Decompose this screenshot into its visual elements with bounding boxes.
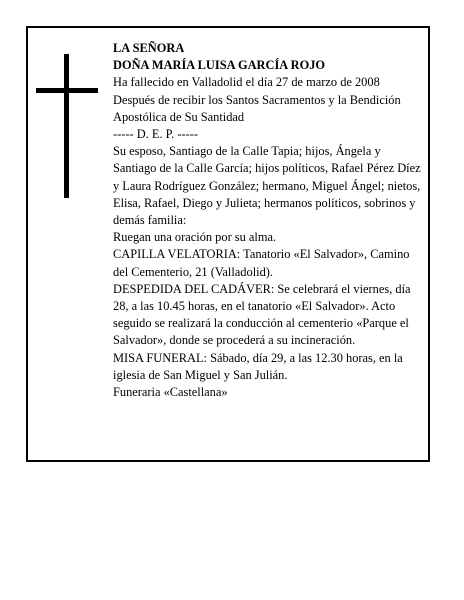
- obituary-text-block: [113, 40, 427, 401]
- family-paragraph: Su esposo, Santiago de la Calle Tapia; hijos, Ángela y Santiago de la Calle García; hijos políticos, Rafael Pérez Díez y Laura Rodríguez González; hermano, Miguel Ángel; nietos, Elisa, Rafael, Diego y Julieta; hermanos políticos, sobrinos y demás familia:: [113, 144, 421, 228]
- chapel-info: CAPILLA VELATORIA: Tanatorio «El Salvador», Camino del Cementerio, 21 (Valladolid).: [113, 247, 410, 279]
- farewell-info: DESPEDIDA DEL CADÁVER: Se celebrará el viernes, día 28, a las 10.45 horas, en el tanatorio «El Salvador». Acto seguido se realizará la conducción al cementerio «Parque el Salvador», donde se procederá a su incineración.: [113, 281, 411, 348]
- notice-title: LA SEÑORA: [113, 41, 185, 55]
- deceased-name: DOÑA MARÍA LUISA GARCÍA ROJO: [113, 58, 326, 73]
- prayer-request: Ruegan una oración por su alma.: [113, 230, 277, 245]
- funeral-home: Funeraria «Castellana»: [113, 385, 228, 400]
- funeral-mass-info: MISA FUNERAL: Sábado, día 29, a las 12.30 horas, en la iglesia de San Miguel y San Julián.: [113, 350, 403, 382]
- sacraments-paragraph: Después de recibir los Santos Sacramentos y la Bendición Apostólica de Su Santidad: [113, 92, 401, 124]
- cross-horizontal-bar: [36, 88, 98, 93]
- dep-line: ----- D. E. P. -----: [113, 127, 198, 142]
- cross-vertical-bar: [64, 54, 69, 198]
- cross-icon: [36, 54, 98, 198]
- death-announcement: Ha fallecido en Valladolid el día 27 de marzo de 2008: [113, 75, 380, 90]
